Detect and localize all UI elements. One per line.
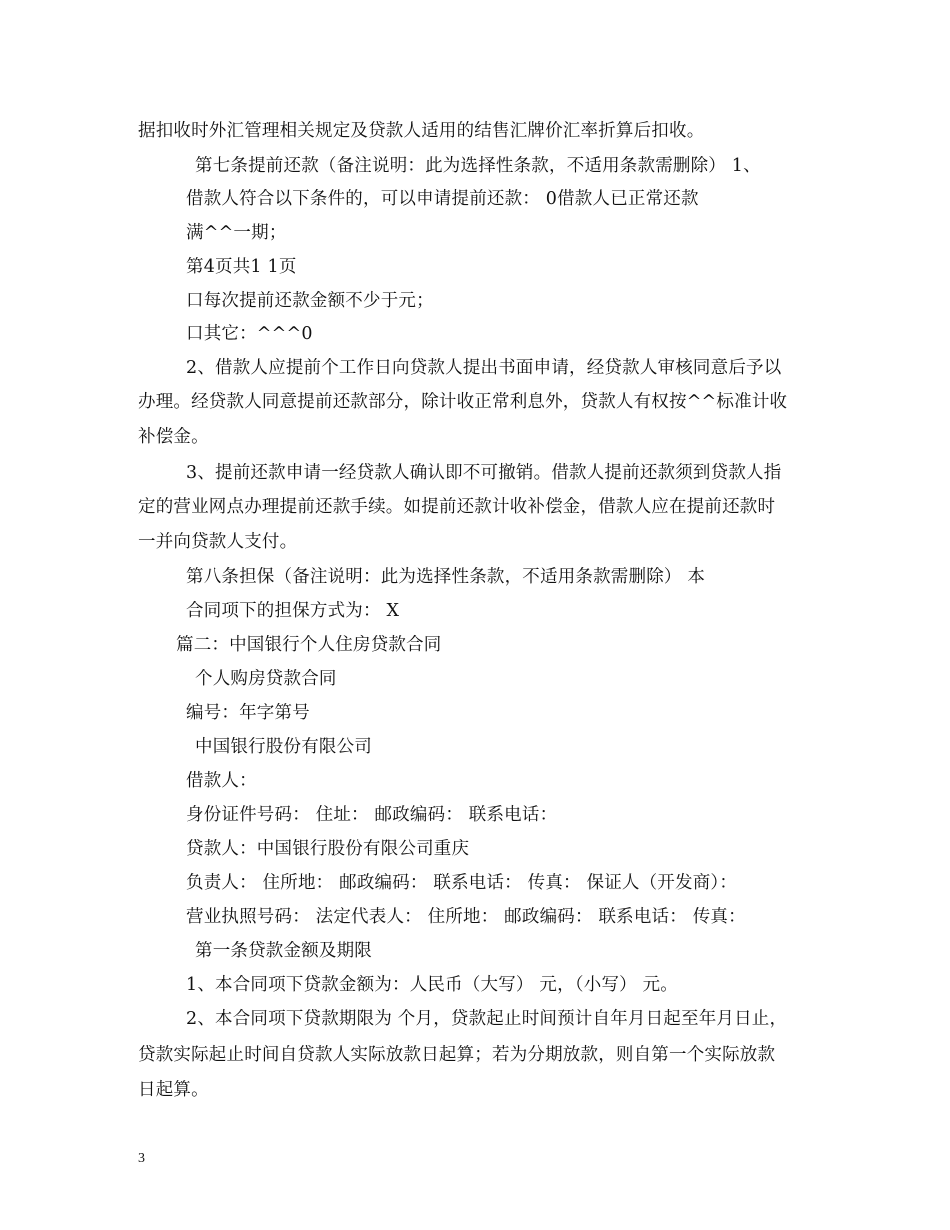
text-line: 一并向贷款人支付。: [138, 532, 298, 552]
text-line: 日起算。: [138, 1080, 209, 1100]
contract-title: 个人购房贷款合同: [195, 669, 337, 689]
text-line: 借款人符合以下条件的，可以申请提前还款： 0借款人已正常还款: [186, 189, 699, 209]
clause-heading: 第一条贷款金额及期限: [195, 941, 372, 961]
text-line: 定的营业网点办理提前还款手续。如提前还款计收补偿金，借款人应在提前还款时: [138, 497, 776, 517]
text-line: 满^^一期；: [186, 223, 287, 243]
text-line: 合同项下的担保方式为： X: [186, 601, 400, 621]
text-line: 口其它：^^^0: [186, 324, 313, 344]
text-line: 身份证件号码： 住址： 邮政编码： 联系电话：: [186, 805, 558, 825]
text-line: 3、提前还款申请一经贷款人确认即不可撤销。借款人提前还款须到贷款人指: [186, 463, 782, 483]
text-line: 据扣收时外汇管理相关规定及贷款人适用的结售汇牌价汇率折算后扣收。: [138, 121, 705, 141]
text-line: 口每次提前还款金额不少于元；: [186, 291, 434, 311]
text-line: 1、本合同项下贷款金额为：人民币（大写） 元，（小写） 元。: [186, 975, 679, 995]
page-number: 3: [138, 1151, 145, 1166]
text-line: 第4页共1 1页: [186, 257, 297, 277]
text-line: 营业执照号码： 法定代表人： 住所地： 邮政编码： 联系电话： 传真：: [186, 907, 746, 927]
text-line: 借款人：: [186, 771, 257, 791]
text-line: 负责人： 住所地： 邮政编码： 联系电话： 传真： 保证人（开发商）：: [186, 873, 738, 893]
text-line: 办理。经贷款人同意提前还款部分，除计收正常利息外，贷款人有权按^^标准计收: [138, 392, 788, 412]
text-line: 2、本合同项下贷款期限为 个月，贷款起止时间预计自年月日起至年月日止，: [186, 1009, 788, 1029]
section-heading: 篇二：中国银行个人住房贷款合同: [176, 635, 442, 655]
text-line: 补偿金。: [138, 427, 209, 447]
text-line: 贷款实际起止时间自贷款人实际放款日起算；若为分期放款，则自第一个实际放款: [138, 1045, 776, 1065]
text-line: 中国银行股份有限公司: [195, 737, 372, 757]
text-line: 2、借款人应提前个工作日向贷款人提出书面申请，经贷款人审核同意后予以: [186, 358, 782, 378]
text-line: 第八条担保（备注说明：此为选择性条款，不适用条款需删除） 本: [186, 567, 706, 587]
text-line: 贷款人：中国银行股份有限公司重庆: [186, 839, 470, 859]
text-line: 编号：年字第号: [186, 703, 310, 723]
text-line: 第七条提前还款（备注说明：此为选择性条款，不适用条款需删除） 1、: [195, 156, 761, 176]
